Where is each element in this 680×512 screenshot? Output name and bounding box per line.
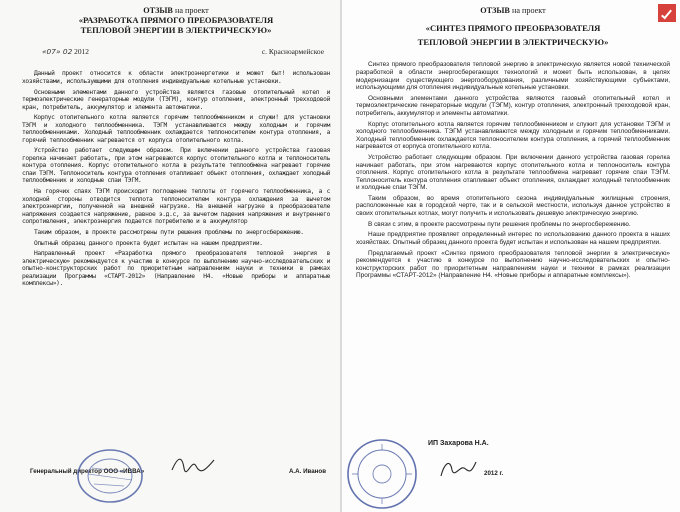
- right-heading-rest: на проект: [511, 6, 546, 15]
- left-signer-name: А.А. Иванов: [288, 468, 326, 475]
- right-heading-word: ОТЗЫВ: [480, 6, 510, 15]
- right-handwritten-signature: [438, 456, 478, 482]
- left-signer-title: Генеральный директор ООО «ИВВА»: [30, 468, 145, 475]
- left-date-place-row: [42, 47, 324, 56]
- left-heading-rest: на проект: [174, 6, 209, 15]
- right-paragraph: Таким образом, во время отопительного сезона индивидуальные жилищные строения, расположенные как в городской черте, так и в сельской местности, используя данное устройство в своих отопительных котлах, могут получить и использовать дешевую электрическую энергию.: [356, 194, 670, 217]
- right-heading: [356, 6, 670, 15]
- left-heading-word: ОТЗЫВ: [143, 6, 173, 15]
- left-paragraph: Направленный проект «Разработка прямого преобразователя тепловой энергия в электрическую» рекомендуется к участию в конкурсе по выполнению научно-исследовательских и опытно-конструкторских работ по приоритетным направлениям науки и техники в рамках реализации Программы «СТАРТ-2012» (Направление Н4. «Новые приборы и аппаратные комплексы»).: [22, 250, 330, 288]
- left-paragraph: На горячих спаях ТЭГМ происходит поглощение теплоты от горячего теплообменника, а с холодной стороны отводится теплота теплоносителем контура охлаждения за вычетом электроэнергии, полученной на внешней нагрузке. На внешней нагрузке в преобразователе напряжения создается напряжение, равное э.д.с, за вычетом падения напряжения и внутреннего сопротивления, электроэнергия подается потребителю и в аккумулятор: [22, 188, 330, 226]
- left-project-title-line1: «РАЗРАБОТКА ПРЯМОГО ПРЕОБРАЗОВАТЕЛЯ: [78, 15, 274, 26]
- left-paragraph: Основными элементами данного устройства являются газовые отопительный котел и термоэлектрические генераторные модули (ТЭГМ), контур отопления, электронный трехходовой кран, потребитель, аккумулятор и элемента автоматики.: [22, 88, 330, 111]
- right-paragraph: Устройство работает следующим образом. При включении данного устройства газовая горелка начинает работать, при этом нагреваются корпус отопительного котла и теплоноситель контура отопления. Корпус отопительного котла в результате теплообмена нагревает горячие спаи ТЭГМ. Теплоноситель контура отопления отапливает объект отопления, охлаждает холодный теплообменник и холодные спаи ТЭГМ.: [356, 153, 670, 192]
- review-letter-right: [342, 0, 680, 512]
- left-year: 2012: [74, 47, 89, 57]
- right-project-title-line2: ТЕПЛОВОЙ ЭНЕРГИИ В ЭЛЕКТРИЧЕСКУЮ»: [417, 37, 609, 48]
- left-round-stamp: [74, 444, 148, 504]
- right-paragraph: Предлагаемый проект «Синтез прямого преобразователя тепловой энергии в электрическую» рекомендуется к участию в конкурсе по выполнению научно-исследовательских и опытно-конструкторских работ по приоритетным направлениям науки и техники в рамках реализации Программы «СТАРТ-2012» (Направление Н4. «Новые приборы и аппаратные комплексы»).: [356, 249, 670, 280]
- left-paragraph: Таким образом, в проекте рассмотрены пути решения проблемы по энергосбережению.: [34, 228, 304, 236]
- left-place: с. Красноармейское: [261, 47, 324, 57]
- right-body: [356, 61, 670, 280]
- left-paragraph: Опытный образец данного проекта будет испытан на нашем предприятии.: [34, 239, 263, 247]
- left-paragraph: Устройство работает следующим образом. При включении данного устройства газовая горелка начинает работать, при этом нагреваются корпус отопительного котла и теплоноситель контура отопления. Корпус отопительного котла в результате теплообмена нагревает горячие спаи ТЭГМ. Теплоноситель контура отопления отапливает объект отопления, охлаждает холодный теплообменник и холодные спаи ТЭГМ.: [22, 147, 330, 185]
- left-paragraph: Корпус отопительного котла является горячим теплообменником и служи! для установки ТЭГМ и холодного теплообменника. ТЭГМ устанавливаются между холодным и горячим теплообменниками. Холодный теплообменник охлаждается теплоносителем контура отопления, а горячий теплообменник нагревается от корпуса отопительного котла.: [22, 114, 330, 144]
- right-project-title-line1: «СИНТЕЗ ПРЯМОГО ПРЕОБРАЗОВАТЕЛЯ: [425, 23, 601, 34]
- right-paragraph: Синтез прямого преобразователя тепловой энергию в электрическую является новой технической разработкой в области энергосберегающих технологий и может быть использован, в целях модернизации существующего энергооборудования, различными хозяйствующими субъектами, использующими для отопления индивидуальные котельные установки.: [356, 61, 670, 92]
- left-paragraph: Данный проект относится к области электроэнергетики и может быт! использован хозяйствами, использующими для отопления индивидуальные котельные установки.: [22, 70, 330, 85]
- corner-badge-icon: [658, 4, 676, 22]
- right-signature-date: 2012 г.: [484, 470, 504, 477]
- right-paragraph: Основными элементами данного устройства являются газовый отопительный котел и термоэлектрические генераторные модули (ТЭГМ), контур отопления, электронный трехходовой кран, потребитель, аккумулятор и элементы автоматики.: [356, 94, 670, 117]
- right-round-stamp: [344, 436, 420, 510]
- right-paragraph: Корпус отопительного котла является горячим теплообменником и служит для установки ТЭГМ и холодного теплообменника. ТЭГМ устанавливаются между холодным и горячим теплообменниками. Холодный теплообменник охлаждается теплоносителем контура отопления, а горячий теплообменник нагревается от корпуса отопительного котла.: [356, 120, 670, 151]
- left-body: [22, 70, 330, 287]
- left-heading: [22, 6, 330, 15]
- left-handwritten-signature: [170, 452, 216, 476]
- right-paragraph: Наше предприятие проявляет определенный интерес по использованию данного проекта в наших хозяйствах. Опытный образец данного проекта будет испытан и использован на нашем предприятии.: [356, 231, 670, 247]
- left-date: [42, 47, 89, 56]
- left-project-title-line2: ТЕПЛОВОЙ ЭНЕРГИИ В ЭЛЕКТРИЧЕСКУЮ»: [80, 25, 272, 36]
- left-date-handwritten: «07» 02: [42, 47, 73, 57]
- right-paragraph: В связи с этим, в проекте рассмотрены пути решения проблемы по энергосбережению.: [368, 220, 631, 228]
- right-signer-name: ИП Захарова Н.А.: [428, 440, 489, 447]
